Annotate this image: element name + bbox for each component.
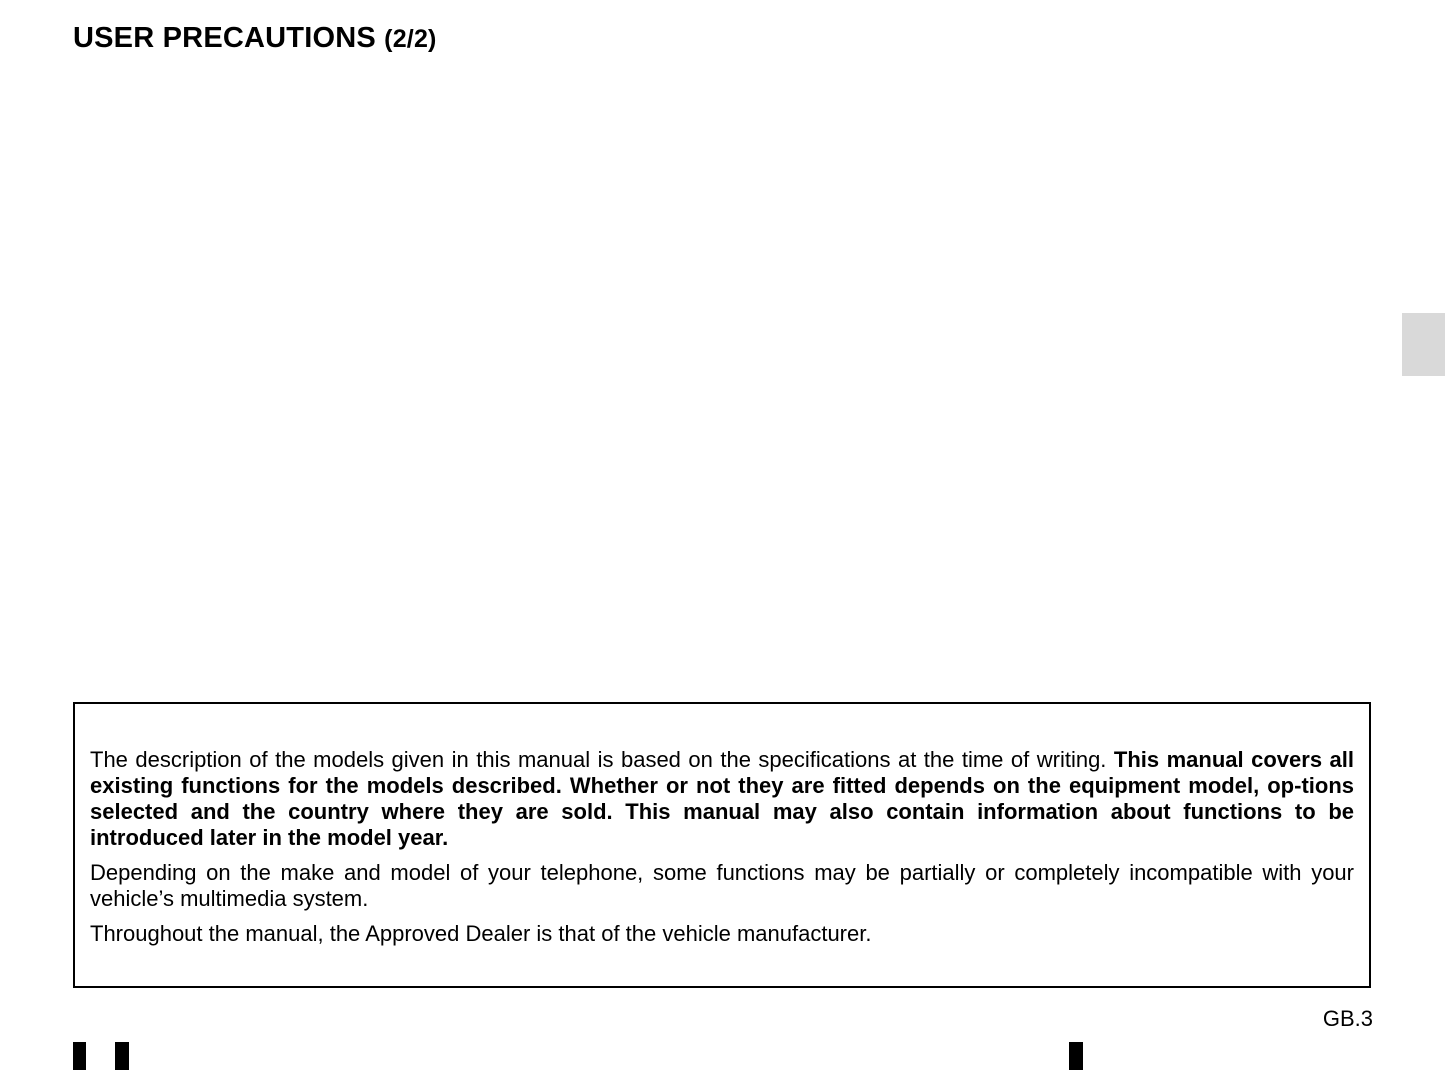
notice-paragraph-2: Depending on the make and model of your telephone, some functions may be partially or completely incompatible with your vehicle’s multimedia system. xyxy=(90,860,1354,911)
notice-paragraph-1-text: The description of the models given in this manual is based on the specifications at the time of writing. xyxy=(90,747,1114,772)
print-crop-mark xyxy=(73,1042,86,1070)
section-thumb-tab xyxy=(1402,313,1445,376)
page-title-suffix: (2/2) xyxy=(384,25,437,53)
page-title xyxy=(73,22,437,55)
page-number: GB.3 xyxy=(1322,1006,1373,1031)
notice-box xyxy=(73,702,1371,988)
print-crop-mark xyxy=(115,1042,129,1070)
notice-paragraph-1 xyxy=(90,747,1354,851)
print-crop-mark xyxy=(1069,1042,1083,1070)
notice-paragraph-3: Throughout the manual, the Approved Dealer is that of the vehicle manufacturer. xyxy=(90,921,872,946)
notice-paragraph-1-bold: This manual covers all existing functions for the models described. Whether or not they are fitted depends on the equipment model, op-tions selected and the country where they are sold. This manual may also contain information about functions to be introduced later in the model year. xyxy=(90,747,1355,850)
page-title-text: USER PRECAUTIONS xyxy=(73,22,376,54)
